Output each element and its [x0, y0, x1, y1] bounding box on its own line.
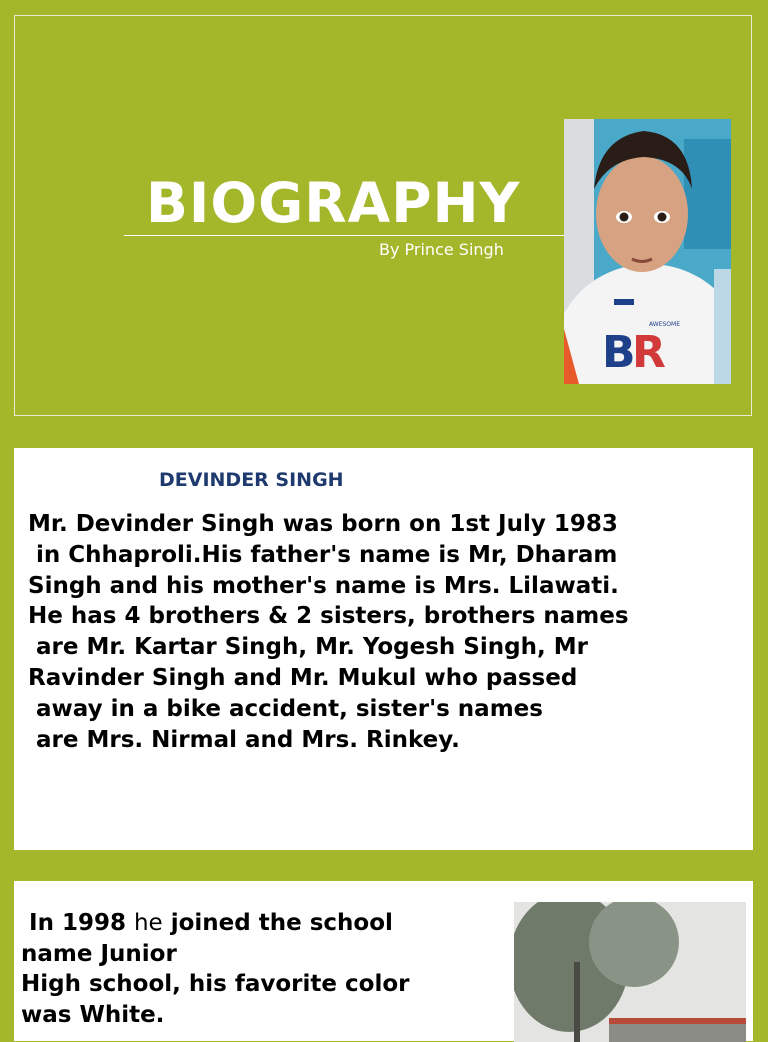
text-line: High school, his favorite color — [21, 971, 410, 997]
biography-slide — [14, 448, 753, 850]
slide-subtitle: By Prince Singh — [379, 240, 504, 259]
text-line: in Chhaproli.His father's name is Mr, Dharam — [28, 541, 618, 568]
text-run: he — [133, 910, 163, 936]
text-line: Singh and his mother's name is Mrs. Lilawati. — [28, 572, 619, 599]
slide-title: BIOGRAPHY — [146, 171, 521, 235]
text-line: Ravinder Singh and Mr. Mukul who passed — [28, 664, 578, 691]
text-line: was White. — [21, 1001, 165, 1028]
school-photo — [514, 902, 746, 1042]
baby-photo — [564, 119, 731, 384]
biography-text — [28, 509, 748, 755]
text-line: Mr. Devinder Singh was born on 1st July 1983 — [28, 511, 618, 537]
text-run: In 1998 — [21, 910, 134, 936]
school-text — [21, 908, 501, 1030]
text-line: name Junior — [21, 940, 177, 967]
text-run: joined the school — [162, 910, 393, 936]
text-line: are Mr. Kartar Singh, Mr. Yogesh Singh, Mr — [28, 634, 588, 661]
text-line: away in a bike accident, sister's names — [28, 695, 543, 722]
svg-text:B: B — [602, 327, 636, 378]
person-name-heading: DEVINDER SINGH — [159, 469, 344, 491]
svg-text:R: R — [632, 327, 666, 378]
school-slide — [14, 881, 753, 1041]
text-line: He has 4 brothers & 2 sisters, brothers names — [28, 603, 629, 630]
text-line: are Mrs. Nirmal and Mrs. Rinkey. — [28, 726, 460, 753]
text-line — [21, 908, 501, 939]
svg-text:AWESOME: AWESOME — [649, 321, 680, 328]
title-divider — [124, 235, 564, 236]
